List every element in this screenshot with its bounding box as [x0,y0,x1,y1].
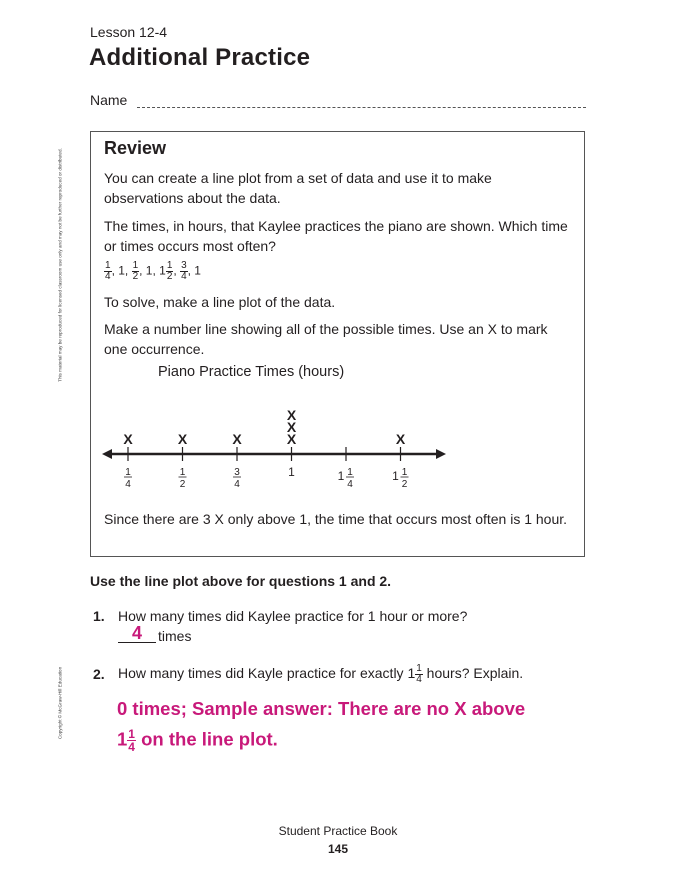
review-intro: You can create a line plot from a set of data and use it to make observations about the data. [104,170,492,206]
review-conclusion: Since there are 3 X only above 1, the time that occurs most often is 1 hour. [104,511,568,527]
x-mark: X [286,407,297,423]
review-step-2: Make a number line showing all of the possible times. Use an X to mark one occurrence. [104,321,548,357]
review-step-1: To solve, make a line plot of the data. [104,294,336,310]
footer-page-number: 145 [327,842,349,856]
question-1-number: 1. [93,608,105,624]
review-title: Review [104,138,167,158]
arrow-left-icon [102,449,112,459]
svg-text:4: 4 [125,479,131,490]
svg-text:3: 3 [234,467,240,478]
fraction-one-fourth: $\frac{1}{4}$ [128,727,135,754]
question-1-answer[interactable]: 4 [118,624,156,643]
x-mark: X [286,419,297,435]
name-label: Name [90,92,128,108]
line-plot [100,384,570,494]
page-title: Additional Practice [89,44,311,71]
svg-text:1: 1 [392,469,399,483]
svg-text:4: 4 [347,479,353,490]
svg-text:2: 2 [401,479,408,490]
question-2-answer-line-2[interactable]: 1 $\frac{1}{4}$ on the line plot. [117,727,278,754]
questions-instruction: Use the line plot above for questions 1 and 2. [90,573,392,589]
question-1-text: How many times did Kaylee practice for 1 hour or more? [118,608,468,624]
tick-label [233,467,241,490]
permission-notice: This material may be reproduced for licensed classroom use only and may not be further reproduced or distributed. [57,148,63,382]
svg-text:1: 1 [125,467,131,478]
question-2-answer-line-1[interactable]: 0 times; Sample answer: There are no X above [117,698,526,719]
tick-label [392,467,408,490]
x-mark: X [286,431,297,447]
question-2-number: 2. [93,666,105,682]
question-1-unit: times [158,628,192,644]
svg-text:1: 1 [337,469,345,483]
svg-text:1: 1 [347,467,353,478]
data-list: $\frac{1}{4}$ , 1, $\frac{1}{2}$ , 1, 1 $\frac{1}{2}$ , $\frac{3}{4}$ , 1 [105,260,201,282]
tick-label [124,467,132,490]
copyright-notice: Copyright © McGraw-Hill Education [57,666,63,739]
fraction-one-fourth: $\frac{1}{4}$ [416,663,422,685]
review-problem: The times, in hours, that Kaylee practices the piano are shown. Which time or times occurs most often? [104,218,568,254]
svg-text:2: 2 [179,479,186,490]
x-mark: X [123,431,133,447]
x-mark: X [232,431,242,447]
tick-label [179,467,187,490]
svg-text:1: 1 [179,467,186,478]
lesson-label: Lesson 12-4 [90,24,168,40]
svg-text:4: 4 [234,479,240,490]
footer-book: Student Practice Book [278,824,398,838]
plot-title: Piano Practice Times (hours) [158,364,345,380]
x-mark: X [395,431,406,447]
svg-text:1: 1 [288,465,295,479]
x-mark: X [177,431,188,447]
svg-text:1: 1 [401,467,408,478]
question-2-text: How many times did Kayle practice for exactly 1 $\frac{1}{4}$ hours? Explain. [118,663,524,685]
tick-label [338,467,354,490]
name-field[interactable] [137,107,586,108]
tick-label [288,465,295,479]
